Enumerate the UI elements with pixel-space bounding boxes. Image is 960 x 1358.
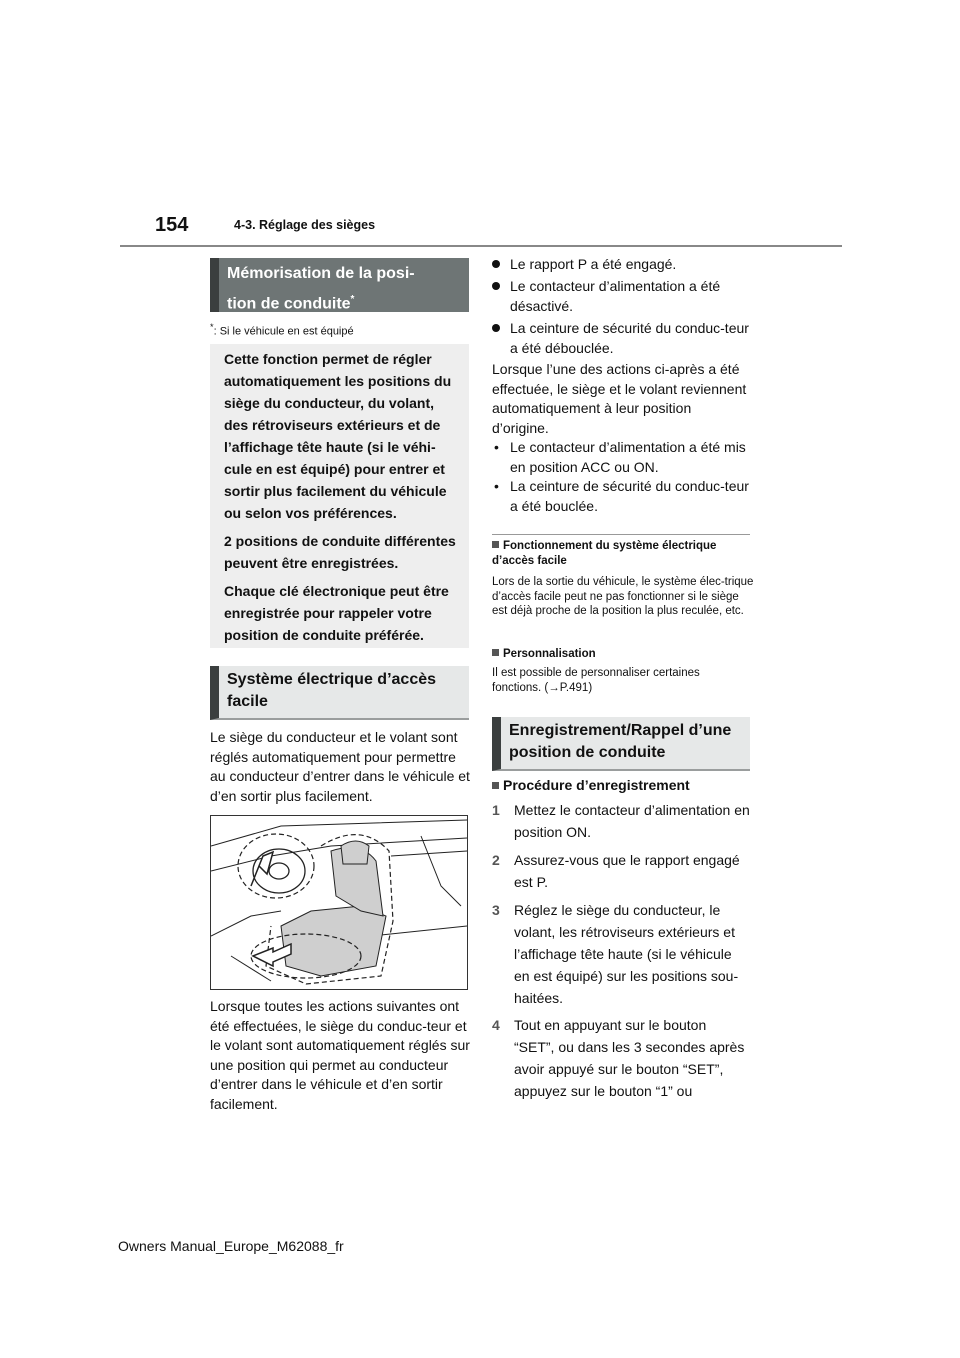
return-text-paragraph: Lorsque l’une des actions ci-après a été effectuée, le siège et le volant reviennent automatiquement à leur position d’origine. (492, 361, 747, 436)
reg-title-line1: Enregistrement/Rappel d’une (509, 722, 732, 739)
memo-title-line2: tion de conduite (227, 295, 351, 313)
memo-section-header (210, 258, 469, 312)
easy-access-section-header (210, 666, 469, 720)
step-item (492, 1014, 750, 1102)
bullet-dot-icon (492, 324, 500, 332)
seat-illustration-svg (211, 816, 467, 989)
section-title: 4-3. Réglage des sièges (234, 218, 376, 232)
seat-illustration (210, 815, 468, 990)
registration-section-header (492, 717, 750, 771)
sub-bullet-icon: • (494, 439, 499, 455)
step-number: 4 (492, 1017, 500, 1033)
step-text: Mettez le contacteur d’alimentation en position ON. (514, 802, 750, 840)
sub-list-item (492, 438, 750, 477)
bullet-text: Le rapport P a été engagé. (510, 256, 677, 272)
step-text: Réglez le siège du conducteur, le volant, les rétroviseurs extérieurs et l’affichage tête haute (si le véhicule en est équipé) sur les positions sou-haitées. (514, 902, 739, 1006)
easy-access-conditions-intro (210, 997, 472, 1114)
bullet-text: Le contacteur d’alimentation a été désactivé. (510, 278, 721, 314)
bullet-item (492, 276, 750, 316)
note2-title (492, 647, 750, 662)
note1-title (492, 539, 750, 569)
step-number: 3 (492, 902, 500, 918)
bullet-item (492, 254, 750, 274)
easy-access-intro (210, 728, 472, 806)
page-number: 154 (155, 214, 189, 236)
step-item (492, 799, 750, 843)
note2-text: Il est possible de personnaliser certaines fonctions. (→P.491) (492, 667, 700, 694)
footnote-mark: * (210, 322, 214, 332)
bullet-text: La ceinture de sécurité du conduc-teur a été débouclée. (510, 320, 749, 356)
bullet-dot-icon (492, 260, 500, 268)
note1-title-text: Fonctionnement du système électrique d’accès facile (492, 540, 717, 567)
easy-access-title-line2: facile (227, 693, 268, 710)
memo-title-sup: * (350, 294, 355, 305)
step-item (492, 849, 750, 893)
memo-box-p2: 2 positions de conduite différentes peuvent être enregistrées. (224, 533, 456, 571)
step-item (492, 899, 750, 1009)
memo-box-p1: Cette fonction permet de régler automatiquement les positions du siège du conducteur, du volant, des rétroviseurs extérieurs et de l’affichage tête haute (si le véhi-cule en est équipé) pour entrer et sortir plus facilement du véhicule ou selon vos préférences. (224, 351, 452, 521)
sub-list-text: Le contacteur d’alimentation a été mis en position ACC ou ON. (510, 439, 746, 475)
step-number: 1 (492, 802, 500, 818)
footnote-text: : Si le véhicule en est équipé (213, 325, 354, 338)
bullet-item (492, 318, 750, 358)
step-text: Tout en appuyant sur le bouton “SET”, ou dans les 3 secondes après avoir appuyé sur le bouton “SET”, appuyez sur le bouton “1” ou (514, 1017, 745, 1099)
procedure-title (492, 777, 750, 793)
easy-access-after-image-text: Lorsque toutes les actions suivantes ont été effectuées, le siège du conduc-teur et le volant sont automatiquement réglés sur une position qui permet au conducteur d’entrer dans le véhicule et d’en sortir facilement. (210, 998, 470, 1112)
memo-info-box (210, 344, 469, 648)
return-text (492, 360, 750, 438)
step-text: Assurez-vous que le rapport engagé est P. (514, 852, 740, 890)
square-bullet-icon (492, 782, 499, 789)
memo-footnote (210, 322, 469, 338)
header-divider (120, 245, 842, 247)
note-divider (492, 534, 750, 535)
step-number: 2 (492, 852, 500, 868)
footer-text: Owners Manual_Europe_M62088_fr (118, 1238, 344, 1254)
sub-list-item (492, 477, 750, 516)
procedure-title-text: Procédure d’enregistrement (503, 777, 690, 793)
bullet-dot-icon (492, 282, 500, 290)
note1-text: Lors de la sortie du véhicule, le système élec-trique d’accès facile peut ne pas fonctionner si le siège est déjà proche de la position la plus reculée, etc. (492, 576, 754, 617)
easy-access-intro-text: Le siège du conducteur et le volant sont réglés automatiquement pour permettre au conducteur d’entrer dans le véhicule et d’en sortir plus facilement. (210, 729, 470, 804)
square-bullet-icon (492, 649, 499, 656)
sub-list-text: La ceinture de sécurité du conduc-teur a été bouclée. (510, 478, 749, 514)
easy-access-title-line1: Système électrique d’accès (227, 671, 437, 688)
square-bullet-icon (492, 541, 499, 548)
memo-box-p3: Chaque clé électronique peut être enregistrée pour rappeler votre position de conduite préférée. (224, 583, 449, 643)
note2-title-text: Personnalisation (503, 648, 596, 660)
reg-title-line2: position de conduite (509, 744, 666, 761)
sub-bullet-icon: • (494, 478, 499, 494)
memo-title-line1: Mémorisation de la posi- (227, 265, 415, 282)
